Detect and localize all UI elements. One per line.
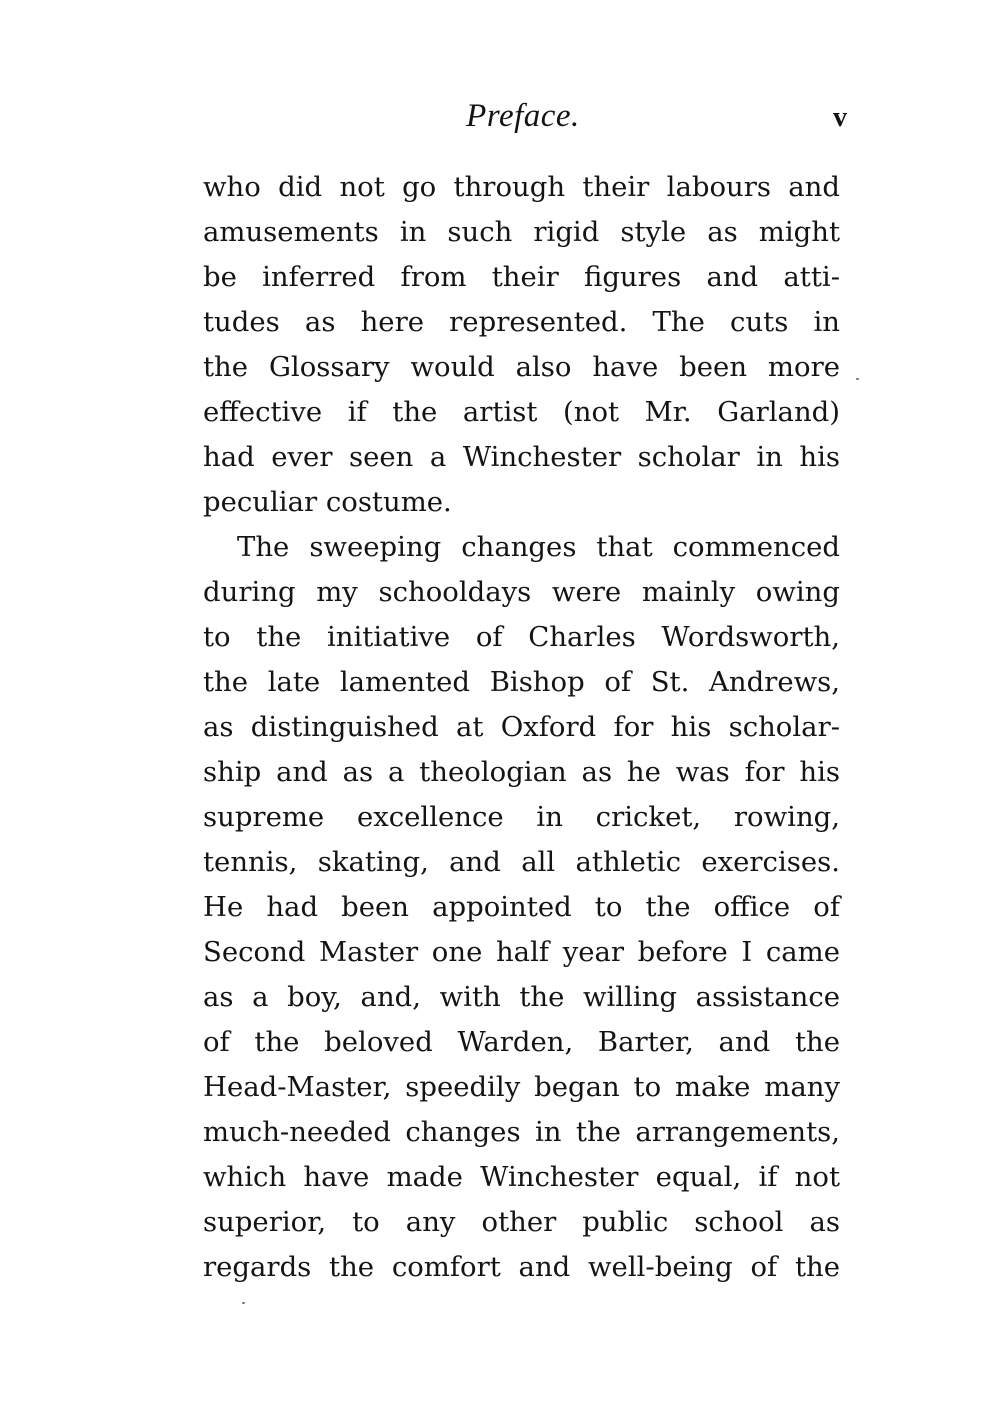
text-line: Head-Master, speedily began to make many xyxy=(203,1071,840,1103)
text-line: as a boy, and, with the willing assistance xyxy=(203,981,840,1013)
text-line: peculiar costume. xyxy=(203,486,452,518)
text-line: which have made Winchester equal, if not xyxy=(203,1161,840,1193)
text-line: superior, to any other public school as xyxy=(203,1206,840,1238)
text-line: much-needed changes in the arrangements, xyxy=(203,1116,840,1148)
page-number: v xyxy=(833,102,847,133)
text-line: had ever seen a Winchester scholar in his xyxy=(203,441,840,473)
text-line: tennis, skating, and all athletic exercises. xyxy=(203,846,840,878)
page-header xyxy=(203,98,847,148)
text-line: of the beloved Warden, Barter, and the xyxy=(203,1026,840,1058)
text-line: ship and as a theologian as he was for his xyxy=(203,756,840,788)
body-text xyxy=(203,165,840,1290)
text-line: He had been appointed to the office of xyxy=(203,891,840,923)
text-line: who did not go through their labours and xyxy=(203,171,840,203)
paragraph-first-line: The sweeping changes that commenced xyxy=(237,531,840,563)
text-line: supreme excellence in cricket, rowing, xyxy=(203,801,840,833)
text-line: regards the comfort and well-being of the xyxy=(203,1251,840,1283)
running-title: Preface. xyxy=(466,98,580,134)
text-line: to the initiative of Charles Wordsworth, xyxy=(203,621,840,653)
text-line: amusements in such rigid style as might xyxy=(203,216,840,248)
text-line: be inferred from their figures and atti- xyxy=(203,261,840,293)
text-line: the Glossary would also have been more xyxy=(203,351,840,383)
text-line: during my schooldays were mainly owing xyxy=(203,576,840,608)
text-line: Second Master one half year before I came xyxy=(203,936,840,968)
text-line: the late lamented Bishop of St. Andrews, xyxy=(203,666,840,698)
scan-speck xyxy=(856,378,859,380)
scan-speck xyxy=(242,1302,245,1304)
text-line: tudes as here represented. The cuts in xyxy=(203,306,840,338)
text-line: effective if the artist (not Mr. Garland) xyxy=(203,396,840,428)
text-line: as distinguished at Oxford for his scholar- xyxy=(203,711,840,743)
